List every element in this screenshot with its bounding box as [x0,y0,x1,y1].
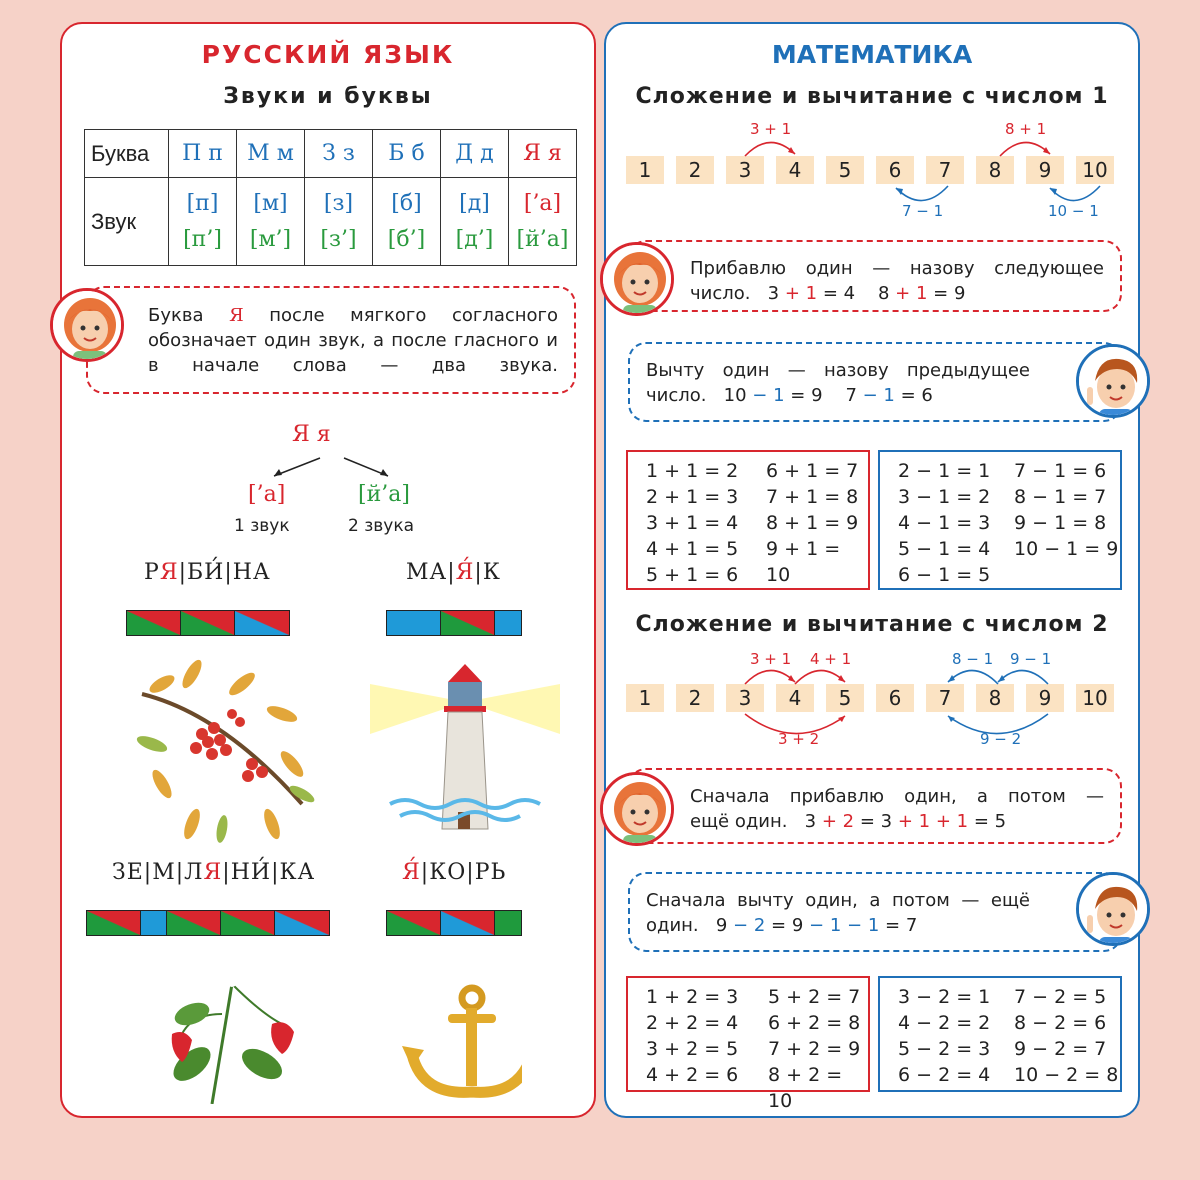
arc-label: 8 + 1 [1005,120,1047,138]
girl-avatar-icon [600,772,674,846]
sound-hard: [б] [391,190,422,216]
subtract-one-box [878,450,1122,590]
arcs-2 [606,652,1142,752]
bubble-text: Прибавлю один — назову следующее [690,258,1104,279]
scheme-ryabina [126,610,290,636]
add-two-col-2: 5 + 2 = 7 6 + 2 = 8 7 + 2 = 9 8 + 2 = 10 [768,986,861,1112]
number-cell: 10 [1076,684,1114,712]
split-arrows [262,452,402,482]
letter-cell: Б б [373,130,441,178]
add-one-bubble: Прибавлю один — назову следующее число. 3 + 1 = 4 8 + 1 = 9 [628,240,1122,312]
letter-cell: Д д [441,130,509,178]
subtract-two-box [878,976,1122,1092]
add-one-box [626,450,870,590]
lighthouse-icon [370,664,560,834]
sound-hard: [п] [186,190,219,216]
number-cell: 6 [876,156,914,184]
number-cell: 9 [1026,156,1064,184]
sound-soft: [п’] [183,226,222,252]
sub-one-col-2: 7 − 1 = 6 8 − 1 = 7 9 − 1 = 8 10 − 1 = 9 [1014,460,1119,560]
rowan-icon [122,654,322,844]
bubble-text: Вычту один — назову предыдущее [646,360,1030,381]
number-cell: 1 [626,684,664,712]
number-cell: 4 [776,156,814,184]
subtract-two-bubble: Сначала вычту один, а потом — ещё один. 9 − 2 = 9 − 1 − 1 = 7 [628,872,1122,952]
letter-cell: З з [305,130,373,178]
row-header-sound: Звук [85,178,169,266]
boy-avatar-icon [1076,344,1150,418]
sub-two-col-1: 3 − 2 = 1 4 − 2 = 2 5 − 2 = 3 6 − 2 = 4 [898,986,991,1086]
sound-cell [237,178,305,266]
ya-sound-2: [й’а] [358,482,410,507]
ya-count-1: 1 звук [234,516,290,536]
letter-cell: М м [237,130,305,178]
number-cell: 8 [976,156,1014,184]
sound-cell [373,178,441,266]
sound-cell [305,178,373,266]
girl-avatar-icon [50,288,124,362]
letter-cell: П п [169,130,237,178]
add-one-col-1: 1 + 1 = 2 2 + 1 = 3 3 + 1 = 4 4 + 1 = 5 5 + 1 = 6 [646,460,739,586]
anchor-icon [402,984,522,1104]
russian-subtitle: Звуки и буквы [223,84,433,109]
bubble-text: Сначала прибавлю один, а потом — [690,786,1104,807]
number-cell: 6 [876,684,914,712]
sound-hard: [з] [323,190,354,216]
number-cell: 9 [1026,684,1064,712]
letters-table [84,129,577,266]
sound-hard: [’а] [523,190,562,216]
add-two-col-1: 1 + 2 = 3 2 + 2 = 4 3 + 2 = 5 4 + 2 = 6 [646,986,739,1086]
word-yakor: Я́|КО|РЬ [402,860,507,885]
sound-hard: [д] [459,190,490,216]
number-cell: 2 [676,156,714,184]
bubble-text: после мягкого согласного обозначает один звук, а после гласного и в начале слова — два звука. [148,305,558,376]
russian-panel [60,22,596,1118]
subtract-one-bubble: Вычту один — назову предыдущее число. 10 − 1 = 9 7 − 1 = 6 [628,342,1122,422]
number-cell: 3 [726,156,764,184]
number-cell: 3 [726,684,764,712]
number-cell: 8 [976,684,1014,712]
ya-count-2: 2 звука [348,516,415,536]
russian-title: РУССКИЙ ЯЗЫК [201,40,455,69]
number-cell: 5 [826,156,864,184]
arc-label: 3 + 2 [778,730,820,748]
number-cell: 2 [676,684,714,712]
number-cell: 1 [626,156,664,184]
add-two-bubble: Сначала прибавлю один, а потом — ещё один. 3 + 2 = 3 + 1 + 1 = 5 [628,768,1122,844]
sound-soft: [м’] [249,226,292,252]
arc-label: 3 + 1 [750,120,792,138]
sound-cell [169,178,237,266]
arc-label: 9 − 1 [1010,650,1052,668]
sound-hard: [м] [253,190,288,216]
number-cell: 5 [826,684,864,712]
math-title: МАТЕМАТИКА [771,40,973,69]
ya-sound-1: [’а] [248,482,286,507]
word-zemlyanika: ЗЕ|М|ЛЯ|НИ́|КА [112,860,316,885]
sub-two-col-2: 7 − 2 = 5 8 − 2 = 6 9 − 2 = 7 10 − 2 = 8 [1014,986,1119,1086]
sound-soft: [й’а] [516,226,569,252]
sub-one-col-1: 2 − 1 = 1 3 − 1 = 2 4 − 1 = 3 5 − 1 = 4 6 − 1 = 5 [898,460,991,586]
number-cell: 7 [926,156,964,184]
letter-cell: Я я [509,130,577,178]
bubble-letter: Я [229,305,244,326]
scheme-mayak [386,610,522,636]
bubble-text: Буква [148,305,230,326]
arc-label: 8 − 1 [952,650,994,668]
scheme-zemlyanika [86,910,330,936]
scheme-yakor [386,910,522,936]
word-ryabina: РЯ|БИ́|НА [144,560,271,585]
word-mayak: МА|Я́|К [406,560,501,585]
add-one-col-2: 6 + 1 = 7 7 + 1 = 8 8 + 1 = 9 9 + 1 = 10 [766,460,859,586]
sound-cell [441,178,509,266]
row-header-letter: Буква [85,130,169,178]
arc-label: 3 + 1 [750,650,792,668]
ya-letter: Я я [292,422,331,447]
sound-cell [509,178,577,266]
add-two-box [626,976,870,1112]
section1-title: Сложение и вычитание с числом 1 [635,84,1109,109]
section2-title: Сложение и вычитание с числом 2 [635,612,1109,637]
number-cell: 7 [926,684,964,712]
sound-soft: [д’] [455,226,494,252]
number-cell: 4 [776,684,814,712]
arc-label: 4 + 1 [810,650,852,668]
arc-label: 9 − 2 [980,730,1022,748]
rule-bubble [86,286,576,394]
bubble-text: Сначала вычту один, а потом — ещё [646,890,1030,911]
sound-soft: [б’] [387,226,426,252]
girl-avatar-icon [600,242,674,316]
arc-label: 10 − 1 [1048,202,1099,220]
boy-avatar-icon [1076,872,1150,946]
number-cell: 10 [1076,156,1114,184]
strawberry-icon [152,954,302,1104]
sound-soft: [з’] [320,226,357,252]
arc-label: 7 − 1 [902,202,944,220]
math-panel [604,22,1140,1118]
